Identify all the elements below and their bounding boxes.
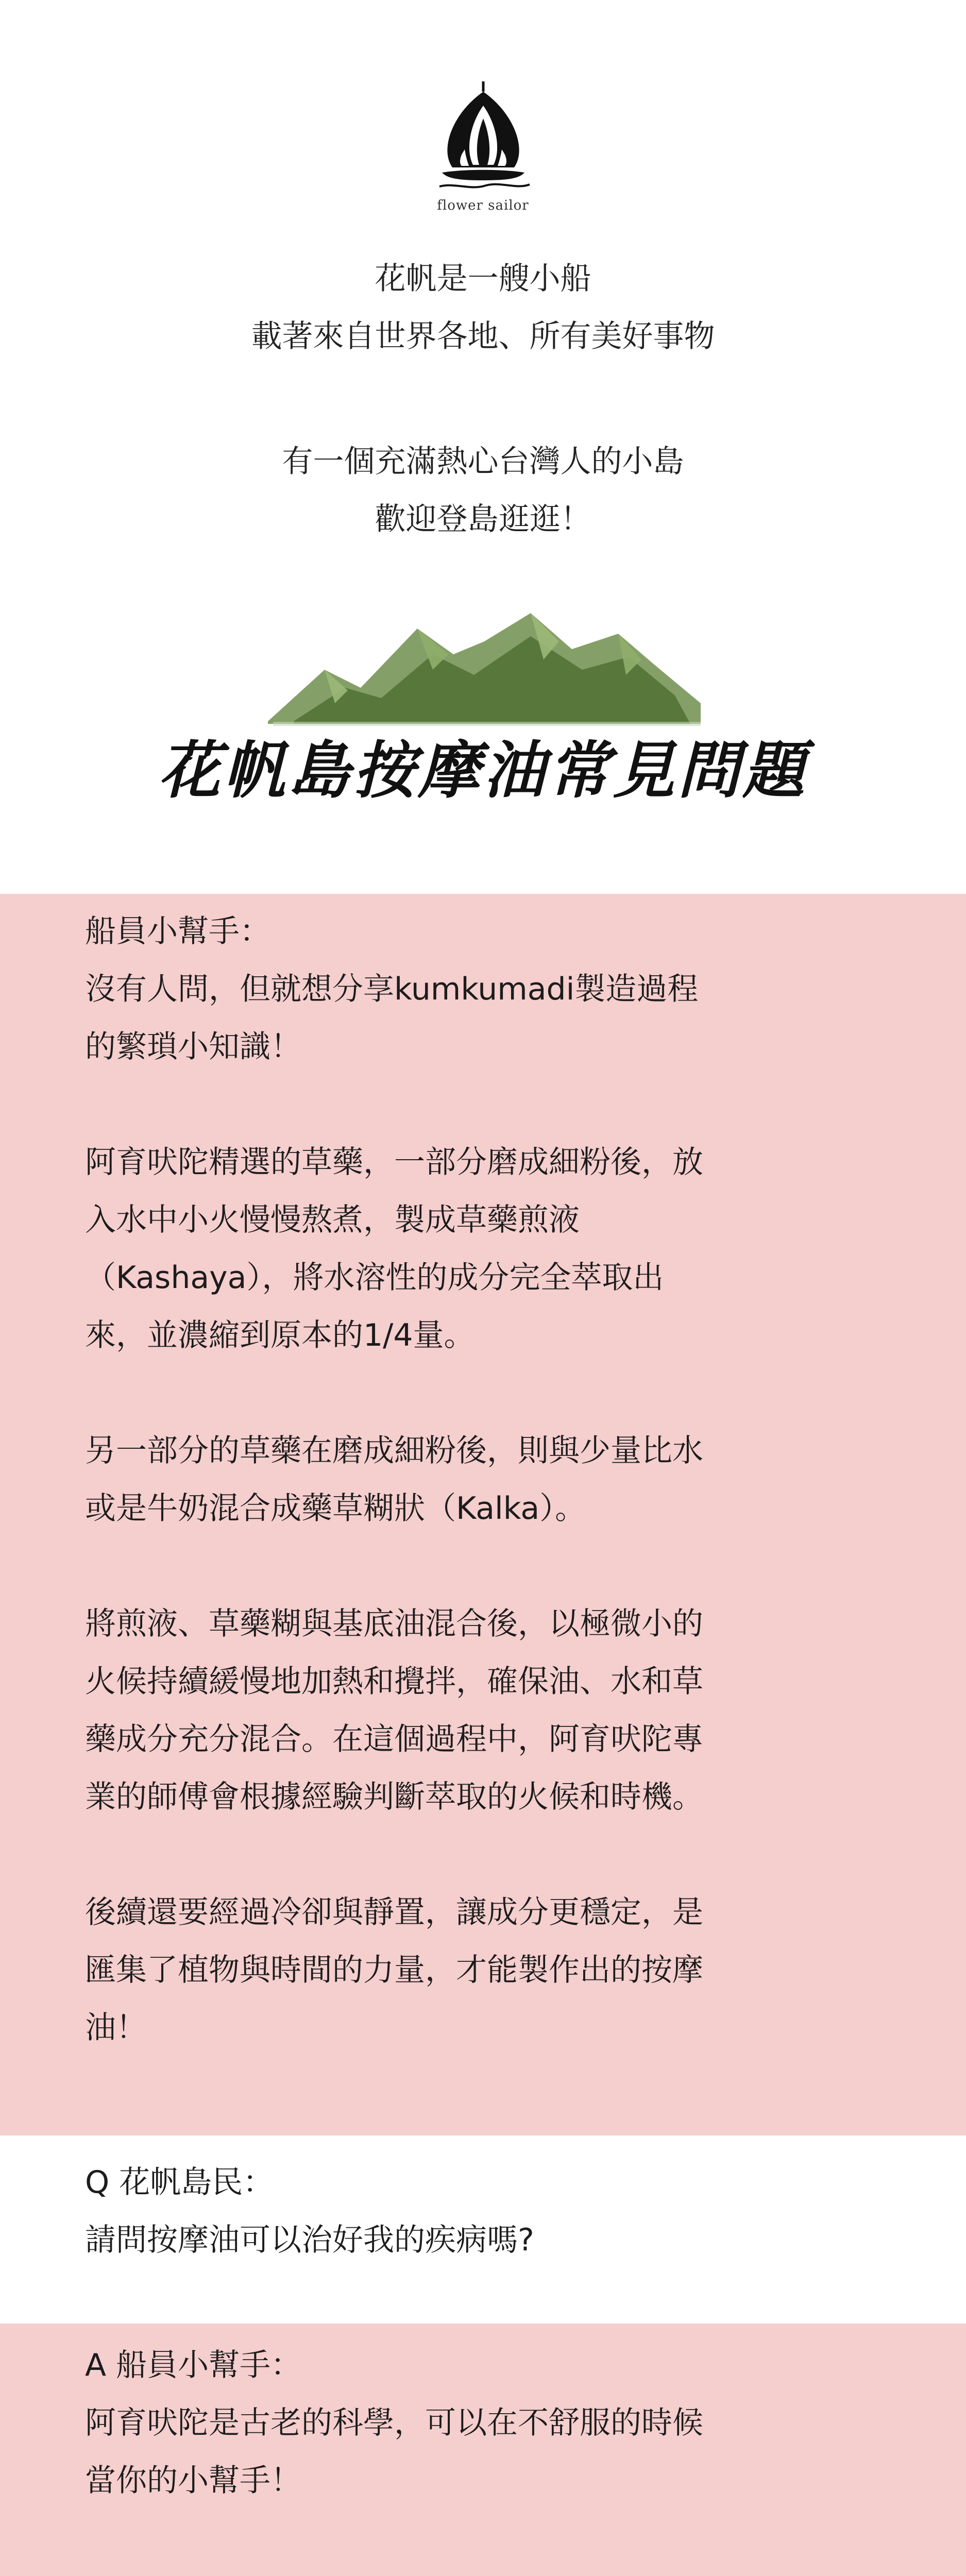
paragraph-line: 藥成分充分混合。在這個過程中，阿育吠陀專 xyxy=(85,1721,703,1757)
question-label: Q 花帆島民： xyxy=(85,2164,274,2200)
paragraph-line: 或是牛奶混合成藥草糊狀（Kalka）。 xyxy=(85,1490,586,1527)
intro-block-1 xyxy=(0,250,966,365)
paragraph-line xyxy=(85,2567,878,2576)
question-section xyxy=(85,2154,878,2269)
paragraph-line: 入水中小火慢慢熬煮，製成草藥煎液 xyxy=(85,1202,580,1238)
sailboat-logo-icon xyxy=(421,77,545,196)
paragraph-line: 匯集了植物與時間的力量，才能製作出的按摩 xyxy=(85,1952,703,1988)
speaker-label: 船員小幫手： xyxy=(85,913,270,950)
paragraph-line: 當你的小幫手！ xyxy=(85,2463,301,2499)
intro-line: 有一個充滿熱心台灣人的小島 xyxy=(282,444,684,480)
intro-line: 載著來自世界各地、所有美好事物 xyxy=(251,318,715,354)
paragraph-line: 業的師傅會根據經驗判斷萃取的火候和時機。 xyxy=(85,1779,703,1815)
answer-label: A 船員小幫手： xyxy=(85,2347,302,2383)
brand-name: flower sailor xyxy=(437,198,529,213)
paragraph-line: 阿育吠陀精選的草藥，一部分磨成細粉後，放 xyxy=(85,1144,703,1180)
question-text: 請問按摩油可以治好我的疾病嗎? xyxy=(85,2222,534,2258)
crew-explanation-text xyxy=(85,903,878,2057)
paragraph-line: 的繁瑣小知識！ xyxy=(85,1029,301,1065)
paragraph-line: 阿育吠陀是古老的科學，可以在不舒服的時候 xyxy=(85,2405,703,2441)
paragraph-line: 油！ xyxy=(85,2010,147,2046)
intro-line: 花帆是一艘小船 xyxy=(375,261,591,297)
paragraph-line: 另一部分的草藥在磨成細粉後，則與少量比水 xyxy=(85,1433,703,1469)
paragraph-line: （Kashaya），將水溶性的成分完全萃取出 xyxy=(85,1260,664,1296)
logo xyxy=(0,77,966,213)
intro-block-2 xyxy=(0,433,966,548)
paragraph-line: 沒有人問，但就想分享kumkumadi製造過程 xyxy=(85,971,699,1007)
paragraph-line: 來，並濃縮到原本的1/4量。 xyxy=(85,1317,475,1353)
paragraph-line: 後續還要經過冷卻與靜置，讓成分更穩定，是 xyxy=(85,1894,703,1930)
mountain-illustration-icon xyxy=(263,592,706,732)
paragraph-line: 火候持續緩慢地加熱和攪拌，確保油、水和草 xyxy=(85,1664,703,1700)
page-title: 花帆島按摩油常見問題 xyxy=(158,734,808,807)
paragraph-line: 將煎液、草藥糊與基底油混合後，以極微小的 xyxy=(85,1606,703,1642)
mountain-illustration xyxy=(263,592,706,732)
intro-line: 歡迎登島逛逛！ xyxy=(375,501,591,537)
answer-text xyxy=(85,2336,878,2576)
